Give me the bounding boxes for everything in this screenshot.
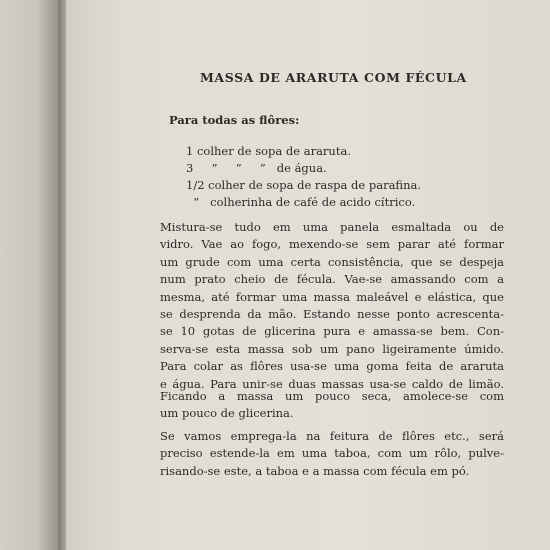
paragraph-preparation [160, 219, 504, 393]
text-line: risando-se este, a taboa e a massa com fécula em pó. [160, 463, 470, 478]
text-line: um grude com uma certa consistência, que se despeja [160, 254, 504, 269]
text-line: num prato cheio de fécula. Vae-se amassando com a [160, 272, 504, 287]
text-line: um pouco de glicerina. [160, 406, 294, 421]
text-line: Para colar as flôres usa-se uma goma feita de araruta [160, 359, 504, 374]
ingredient-list [186, 143, 421, 211]
ingredient-line: 3 ” ” ” de água. [186, 161, 327, 175]
text-line: preciso estende-la em uma taboa, com um rôlo, pulve- [160, 446, 504, 461]
ingredient-line: ” colherinha de café de acido cítrico. [186, 195, 416, 209]
text-line: vidro. Vae ao fogo, mexendo-se sem parar até formar [160, 237, 504, 252]
text-line: Ficando a massa um pouco seca, amolece-se com [160, 389, 504, 403]
page-title: MASSA DE ARARUTA COM FÉCULA [200, 70, 467, 85]
paragraph-glycerin [160, 388, 504, 423]
text-line: serva-se esta massa sob um pano ligeiramente úmido. [160, 341, 504, 356]
text-line: mesma, até formar uma massa maleável e elástica, que [160, 289, 504, 304]
text-line: Mistura-se tudo em uma panela esmaltada ou de [160, 220, 504, 234]
book-page [66, 0, 550, 550]
paragraph-rolling [160, 428, 504, 480]
text-line: se desprenda da mão. Estando nesse ponto acrescenta- [160, 307, 504, 322]
text-line: e água. Para unir-se duas massas usa-se caldo de limão. [160, 376, 504, 391]
text-line: se 10 gotas de glicerina pura e amassa-se bem. Con- [160, 324, 504, 339]
ingredient-line: 1/2 colher de sopa de raspa de parafina. [186, 178, 422, 192]
ingredient-line: 1 colher de sopa de araruta. [186, 144, 351, 158]
text-line: Se vamos emprega-la na feitura de flôres etc., será [160, 429, 504, 443]
recipe-subtitle: Para todas as flôres: [169, 113, 300, 127]
left-page-edge [0, 0, 62, 550]
